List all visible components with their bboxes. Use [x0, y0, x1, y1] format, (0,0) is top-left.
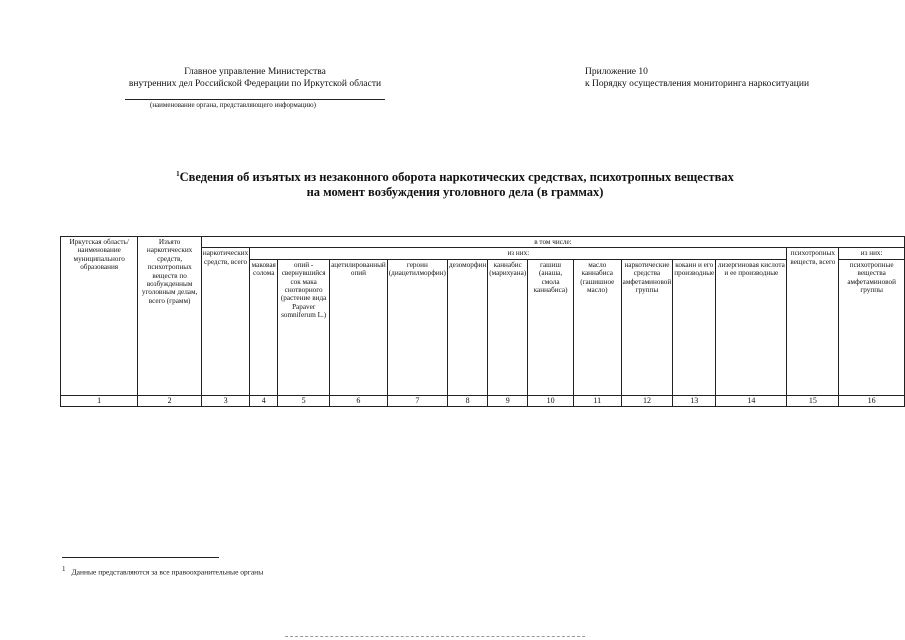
- footnote: [62, 565, 263, 577]
- header-psychotropic-amphetamine: психотропные вещества амфетаминовой группы: [839, 259, 905, 395]
- seizure-table: [60, 236, 905, 407]
- header-of-which: из них:: [250, 248, 787, 259]
- header-poppy-straw: маковая солома: [250, 259, 278, 395]
- sender-line-1: Главное управление Министерства: [184, 67, 326, 77]
- header-hashish: гашиш (анаша, смола каннабиса): [528, 259, 574, 395]
- org-note: (наименование органа, представляющего информацию): [150, 101, 316, 109]
- appendix-line-1: Приложение 10: [585, 67, 648, 77]
- header-including: в том числе:: [201, 237, 904, 248]
- appendix-header: [585, 66, 809, 90]
- title-footnote-marker: 1: [176, 170, 180, 178]
- header-cocaine: кокаин и его производные: [673, 259, 716, 395]
- column-number: 7: [387, 395, 447, 406]
- footnote-separator: [62, 557, 219, 558]
- sender-header: [100, 66, 410, 90]
- header-psychotropic-total: психотропных веществ, всего: [787, 248, 839, 395]
- header-amphetamine-narcotics: наркотические средства амфетаминовой группы: [621, 259, 673, 395]
- column-number: 16: [839, 395, 905, 406]
- header-seized-total: Изъято наркотических средств, психотропных веществ по возбужденным уголовным делам, всего (грамм): [138, 237, 202, 396]
- column-number: 4: [250, 395, 278, 406]
- column-number: 5: [278, 395, 330, 406]
- column-number: 3: [201, 395, 249, 406]
- page-bottom-edge: [285, 636, 585, 637]
- title-line-2: на момент возбуждения уголовного дела (в граммах): [306, 185, 604, 200]
- footnote-text: Данные представляются за все правоохранительные органы: [71, 567, 264, 577]
- org-underline: [125, 99, 385, 100]
- column-number: 6: [330, 395, 388, 406]
- document-title: [120, 167, 790, 200]
- header-heroin: героин (диацетилморфин): [387, 259, 447, 395]
- column-number: 1: [61, 395, 138, 406]
- column-number-row: [61, 395, 905, 406]
- column-number: 13: [673, 395, 716, 406]
- column-number: 2: [138, 395, 202, 406]
- column-number: 11: [573, 395, 621, 406]
- header-desomorphine: дезоморфин: [447, 259, 487, 395]
- column-number: 10: [528, 395, 574, 406]
- header-region: Иркутская область/ наименование муниципального образования: [61, 237, 138, 396]
- appendix-line-2: к Порядку осуществления мониторинга наркоситуации: [585, 79, 810, 89]
- title-line-1: Сведения об изъятых из незаконного оборота наркотических средствах, психотропных веществах: [179, 170, 734, 185]
- column-number: 14: [716, 395, 787, 406]
- column-number: 12: [621, 395, 673, 406]
- header-of-which-2: из них:: [839, 248, 905, 259]
- header-narcotics-total: наркотических средств, всего: [201, 248, 249, 395]
- column-number: 15: [787, 395, 839, 406]
- header-cannabis-oil: масло каннабиса (гашишное масло): [573, 259, 621, 395]
- header-acetylated-opium: ацетилированный опий: [330, 259, 388, 395]
- sender-line-2: внутренних дел Российской Федерации по Иркутской области: [128, 79, 382, 89]
- column-number: 8: [447, 395, 487, 406]
- header-opium: опий - свернувшийся сок мака снотворного (растение вида Papaver somniferum L.): [278, 259, 330, 395]
- header-lysergic-acid: лизергиновая кислота и ее производные: [716, 259, 787, 395]
- header-cannabis: каннабис (марихуана): [488, 259, 528, 395]
- footnote-marker: 1: [62, 565, 66, 573]
- column-number: 9: [488, 395, 528, 406]
